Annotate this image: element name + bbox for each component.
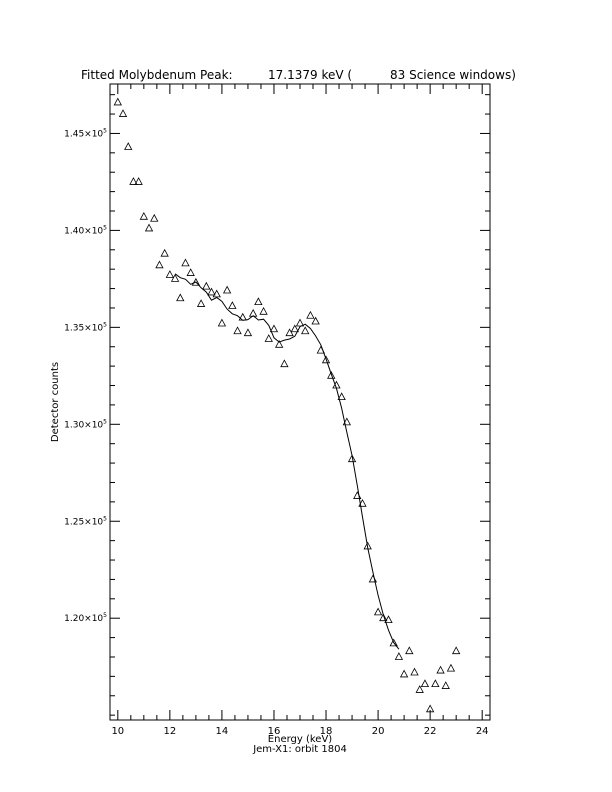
data-point-marker [234,327,241,334]
data-point-marker [182,259,189,266]
data-point-marker [260,308,267,315]
data-point-marker [307,312,314,319]
y-tick-label: $1.30\times 10^5$ [64,418,107,431]
data-point-marker [218,319,225,326]
y-axis-label: Detector counts [50,361,61,443]
data-point-marker [177,294,184,301]
y-tick-label: $1.45\times 10^5$ [64,127,107,140]
data-point-marker [281,360,288,367]
x-tick-label: 20 [371,726,385,737]
data-point-marker [120,110,127,117]
data-point-marker [151,215,158,222]
footer-label: Jem-X1: orbit 1804 [253,744,347,755]
data-point-marker [229,302,236,309]
x-tick-label: 18 [319,726,333,737]
y-tick-label: $1.35\times 10^5$ [64,321,107,334]
fit-curve-line [175,274,399,649]
data-point-marker [125,143,132,150]
data-point-marker [411,668,418,675]
data-point-marker [406,647,413,654]
data-point-marker [453,647,460,654]
data-point-marker [401,670,408,677]
x-tick-label: 24 [475,726,489,737]
data-point-marker [187,269,194,276]
data-point-marker [265,335,272,342]
data-point-marker [166,271,173,278]
data-point-marker [302,327,309,334]
y-axis-ticks [64,95,490,715]
data-point-marker [437,667,444,674]
data-point-marker [442,682,449,689]
data-point-marker [161,250,168,257]
x-tick-label: 14 [215,726,229,737]
data-point-marker [239,314,246,321]
data-point-marker [395,653,402,660]
data-point-marker [203,283,210,290]
data-point-marker [421,680,428,687]
data-point-marker [432,680,439,687]
data-point-marker [224,287,231,294]
y-tick-label: $1.20\times 10^5$ [64,612,107,625]
data-point-marker [447,665,454,672]
data-point-marker [255,298,262,305]
x-tick-label: 22 [423,726,437,737]
data-point-marker [156,261,163,268]
x-axis-ticks [111,84,488,737]
data-point-marker [375,608,382,615]
data-point-marker [140,213,147,220]
data-point-marker [198,300,205,307]
title-energy: 17.1379 keV ( [268,68,353,82]
x-tick-label: 16 [267,726,281,737]
data-point-marker [146,224,153,231]
x-tick-label: 12 [163,726,177,737]
x-tick-label: 10 [111,726,125,737]
y-tick-label: $1.25\times 10^5$ [64,515,107,528]
fit-curve-layer [175,274,399,649]
title-windows: 83 Science windows) [390,68,516,82]
x-axis-label: Energy (keV) [267,734,333,745]
y-tick-label: $1.40\times 10^5$ [64,224,107,237]
title-label: Fitted Molybdenum Peak: [81,68,233,82]
data-point-marker [114,98,121,105]
data-points-layer [114,98,459,711]
data-point-marker [244,329,251,336]
plot-frame [110,84,490,720]
